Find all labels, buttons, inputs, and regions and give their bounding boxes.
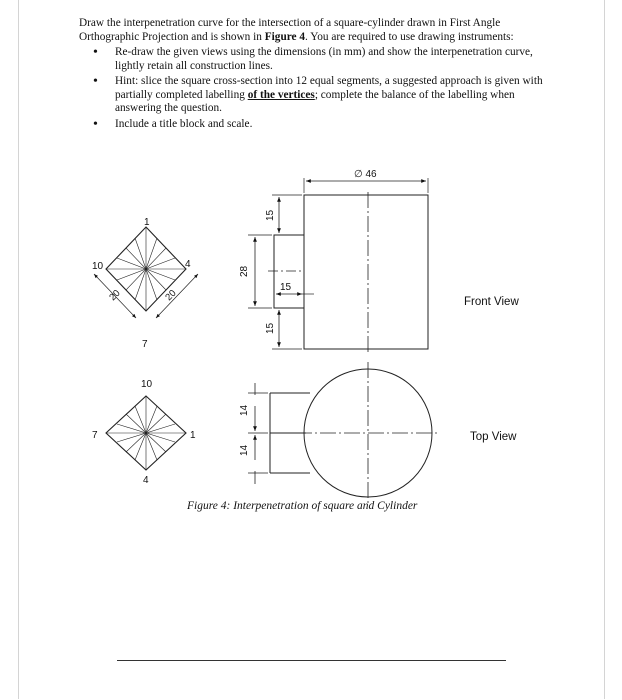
- top-view-label: Top View: [470, 431, 517, 443]
- dim-15-horizontal-label: 15: [280, 282, 292, 293]
- square-front-label-1: 1: [144, 217, 150, 228]
- square-front-label-10: 10: [92, 261, 104, 272]
- square-top-label-1: 1: [190, 430, 196, 441]
- square-front-label-4: 4: [185, 259, 191, 270]
- vertices-emphasis: of the vertices: [247, 88, 315, 101]
- figure-reference: Figure 4: [264, 30, 306, 43]
- instruction-bullet-3: • Include a title block and scale.: [115, 118, 549, 132]
- top-view: [248, 362, 440, 505]
- question-intro: Draw the interpenetration curve for the intersection of a square-cylinder drawn in First Angle Orthographic Projection and is shown in Figure 4. You are required to use drawing instruments:: [79, 17, 514, 43]
- front-view-label: Front View: [464, 296, 519, 308]
- square-top-label-10: 10: [141, 379, 153, 390]
- dim-14-top-label: 14: [239, 404, 250, 416]
- dim-15-bottom-label: 15: [265, 322, 276, 334]
- cylinder-front-outline: [304, 195, 428, 349]
- dim-diameter-label: ∅ 46: [354, 169, 377, 180]
- dim-20-right-label: 20: [163, 287, 179, 304]
- dim-20-left-label: 20: [107, 287, 123, 304]
- instruction-bullet-1: • Re-draw the given views using the dimensions (in mm) and show the interpenetration curve, lightly retain all construction lines.: [115, 46, 549, 73]
- dim-14-bottom-label: 14: [239, 444, 250, 456]
- square-section-top: [106, 396, 186, 470]
- dim-15-top-label: 15: [265, 209, 276, 221]
- square-section-front: [94, 227, 198, 318]
- instruction-bullet-2: • Hint: slice the square cross-section into 12 equal segments, a suggested approach is given with partially completed labelling of the vertices; complete the balance of the labelling when answering the question.: [115, 75, 549, 116]
- answer-line: [117, 660, 506, 661]
- figure-caption: Figure 4: Interpenetration of square and Cylinder: [187, 500, 418, 512]
- square-prism-front: [274, 235, 304, 308]
- square-front-label-7: 7: [142, 339, 148, 350]
- square-top-label-7: 7: [92, 430, 98, 441]
- dim-28-label: 28: [239, 265, 250, 277]
- square-top-label-4: 4: [143, 475, 149, 486]
